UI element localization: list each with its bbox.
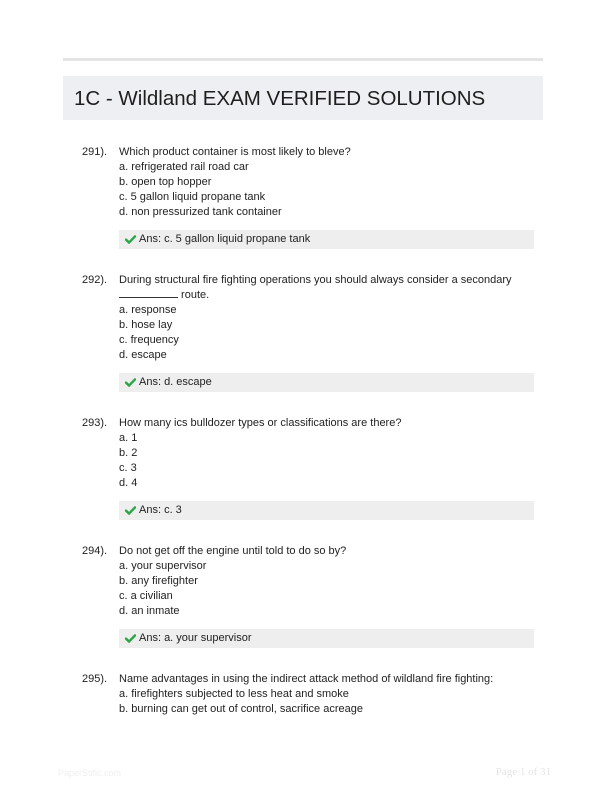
page-number: Page 1 of 31 xyxy=(495,766,551,778)
question-number: 294). xyxy=(82,545,108,557)
option-b: b. burning can get out of control, sacrifice acreage xyxy=(119,703,363,715)
option-b: b. 2 xyxy=(119,447,138,459)
answer-box xyxy=(119,230,534,249)
answer-text: Ans: a. your supervisor xyxy=(139,632,252,644)
question-text: Which product container is most likely to bleve? xyxy=(119,146,351,158)
question-number: 291). xyxy=(82,146,108,158)
option-a: a. your supervisor xyxy=(119,560,207,572)
option-d: d. non pressurized tank container xyxy=(119,206,282,218)
answer-box xyxy=(119,501,534,520)
option-a: a. response xyxy=(119,304,177,316)
fill-in-blank xyxy=(119,288,178,298)
option-a: a. firefighters subjected to less heat and smoke xyxy=(119,688,349,700)
question-number: 292). xyxy=(82,274,108,286)
footer-watermark: PaperStific.com xyxy=(58,768,122,778)
title-banner xyxy=(63,76,543,120)
option-c: c. 3 xyxy=(119,462,137,474)
answer-text: Ans: c. 5 gallon liquid propane tank xyxy=(139,233,311,245)
check-icon xyxy=(125,629,136,648)
option-b: b. open top hopper xyxy=(119,176,212,188)
answer-text: Ans: d. escape xyxy=(139,376,212,388)
options-list xyxy=(119,687,363,717)
option-b: b. hose lay xyxy=(119,319,173,331)
answer-text: Ans: c. 3 xyxy=(139,504,182,516)
page-title: 1C - Wildland EXAM VERIFIED SOLUTIONS xyxy=(74,87,486,110)
option-b: b. any firefighter xyxy=(119,575,198,587)
question-text: During structural fire fighting operations you should always consider a secondary route. xyxy=(119,274,512,301)
question-number: 293). xyxy=(82,417,108,429)
check-icon xyxy=(125,373,136,392)
question-number: 295). xyxy=(82,673,108,685)
option-c: c. a civilian xyxy=(119,590,173,602)
question-text: Name advantages in using the indirect attack method of wildland fire fighting: xyxy=(119,673,494,685)
top-divider xyxy=(63,58,543,61)
check-icon xyxy=(125,501,136,520)
option-c: c. 5 gallon liquid propane tank xyxy=(119,191,266,203)
options-list xyxy=(119,303,179,363)
check-icon xyxy=(125,230,136,249)
option-c: c. frequency xyxy=(119,334,179,346)
options-list xyxy=(119,559,206,619)
answer-box xyxy=(119,629,534,648)
options-list xyxy=(119,431,137,491)
option-d: d. 4 xyxy=(119,477,138,489)
answer-box xyxy=(119,373,534,392)
options-list xyxy=(119,160,282,220)
option-d: d. an inmate xyxy=(119,605,180,617)
option-d: d. escape xyxy=(119,349,167,361)
option-a: a. 1 xyxy=(119,432,138,444)
question-text: Do not get off the engine until told to do so by? xyxy=(119,545,347,557)
question-text: How many ics bulldozer types or classifications are there? xyxy=(119,417,402,429)
option-a: a. refrigerated rail road car xyxy=(119,161,249,173)
